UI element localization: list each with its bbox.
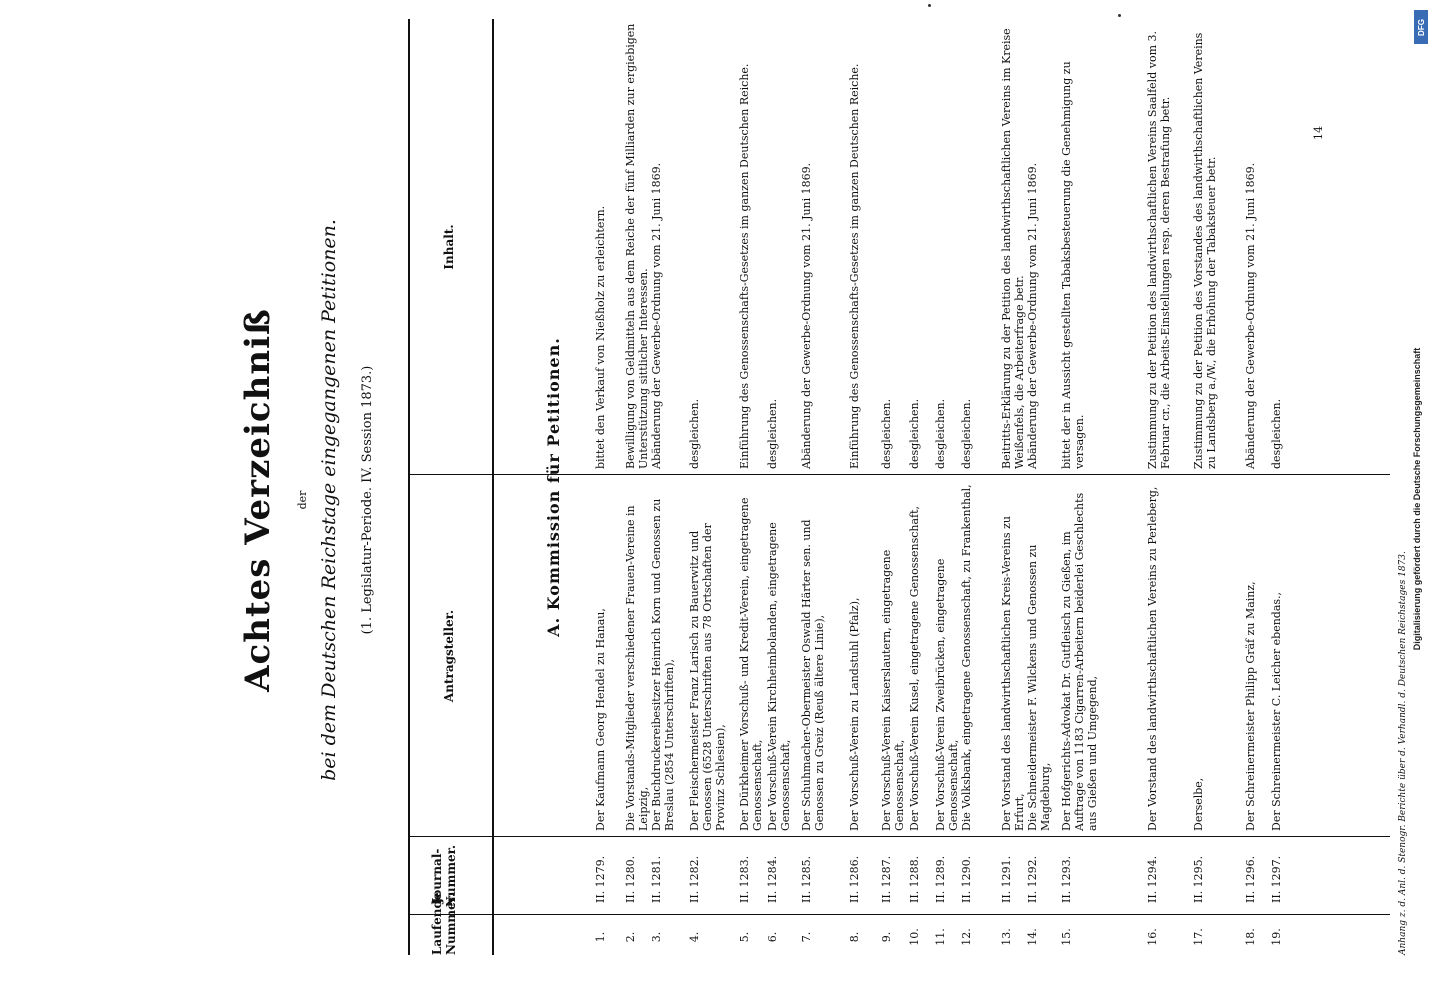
row-journal-number: II. 1296. — [1244, 855, 1257, 903]
row-inhalt: desgleichen. — [908, 398, 921, 469]
row-number: 6. — [766, 931, 779, 943]
row-inhalt: desgleichen. — [688, 398, 701, 469]
row-journal-number: II. 1283. — [738, 855, 751, 903]
row-inhalt: bittet den Verkauf von Nießholz zu erleichtern. — [594, 205, 607, 469]
row-number: 4. — [688, 931, 701, 943]
row-antragsteller: Der Vorstand des landwirthschaftlichen Vereins zu Perleberg, — [1146, 486, 1159, 831]
scan-speck — [1118, 14, 1121, 17]
row-journal-number: II. 1282. — [688, 855, 701, 903]
row-number: 12. — [960, 928, 973, 946]
row-journal-number: II. 1290. — [960, 855, 973, 903]
row-journal-number: II. 1292. — [1026, 855, 1039, 903]
section-title: A. Kommission für Petitionen. — [544, 337, 563, 637]
row-inhalt: Abänderung der Gewerbe-Ordnung vom 21. Juni 1869. — [650, 162, 663, 469]
row-number: 1. — [594, 931, 607, 943]
row-journal-number: II. 1294. — [1146, 855, 1159, 903]
page-footer: Anhang z. d. Anl. d. Stenogr. Berichte über d. Verhandl. d. Deutschen Reichstages 1873. — [1398, 551, 1408, 955]
row-inhalt: Abänderung der Gewerbe-Ordnung vom 21. Juni 1869. — [1244, 162, 1257, 469]
row-antragsteller: Der Vorschuß-Verein Zweibrücken, eingetragene Genossenschaft, — [934, 558, 960, 831]
row-antragsteller: Die Vorstands-Mitglieder verschiedener Frauen-Vereine in Leipzig, — [624, 505, 650, 831]
row-journal-number: II. 1287. — [880, 855, 893, 903]
row-antragsteller: Der Vorschuß-Verein Kirchheimbolanden, eingetragene Genossenschaft, — [766, 522, 792, 831]
row-antragsteller: Der Kaufmann Georg Hendel zu Hanau, — [594, 608, 607, 831]
table-top-rule — [408, 19, 410, 955]
row-inhalt: bittet der in Aussicht gestellten Tabaksbesteuerung die Genehmigung zu versagen. — [1060, 61, 1086, 469]
row-inhalt: Zustimmung zu der Petition des landwirthschaftlichen Vereins Saalfeld vom 3. Februar cr., die Arbeits-Einstellungen resp. deren Bestrafung betr. — [1146, 31, 1172, 469]
row-number: 3. — [650, 931, 663, 943]
row-number: 11. — [934, 928, 947, 946]
row-inhalt: desgleichen. — [934, 398, 947, 469]
row-number: 18. — [1244, 928, 1257, 946]
row-journal-number: II. 1285. — [800, 855, 813, 903]
row-antragsteller: Die Volksbank, eingetragene Genossenschaft, zu Frankenthal, — [960, 484, 973, 831]
document-session: (1. Legislatur-Periode. IV. Session 1873.) — [360, 365, 375, 635]
header-laufende: Laufende Nummer. — [430, 892, 458, 955]
row-journal-number: II. 1284. — [766, 855, 779, 903]
row-journal-number: II. 1291. — [1000, 855, 1013, 903]
row-antragsteller: Die Schneidermeister F. Wilckens und Genossen zu Magdeburg, — [1026, 544, 1052, 831]
row-inhalt: Einführung des Genossenschafts-Gesetzes im ganzen Deutschen Reiche. — [738, 63, 751, 469]
row-number: 15. — [1060, 928, 1073, 946]
row-journal-number: II. 1286. — [848, 855, 861, 903]
row-antragsteller: Der Schreinermeister Philipp Gräf zu Mainz, — [1244, 581, 1257, 831]
row-inhalt: Einführung des Genossenschafts-Gesetzes im ganzen Deutschen Reiche. — [848, 63, 861, 469]
row-journal-number: II. 1293. — [1060, 855, 1073, 903]
row-number: 8. — [848, 931, 861, 943]
row-journal-number: II. 1280. — [624, 855, 637, 903]
page-number: 14 — [1312, 126, 1325, 140]
document-title: Achtes Verzeichniß — [238, 308, 278, 692]
document-der: der — [296, 490, 309, 510]
row-number: 10. — [908, 928, 921, 946]
row-number: 5. — [738, 931, 751, 943]
row-journal-number: II. 1281. — [650, 855, 663, 903]
row-antragsteller: Der Schreinermeister C. Leicher ebendas., — [1270, 591, 1283, 831]
row-antragsteller: Der Fleischermeister Franz Larisch zu Bauerwitz und Genossen (6528 Unterschriften aus 78 Ortschaften der Provinz Schlesien), — [688, 523, 727, 831]
row-inhalt: desgleichen. — [880, 398, 893, 469]
row-inhalt: desgleichen. — [766, 398, 779, 469]
row-inhalt: Bewilligung von Geldmitteln aus dem Reiche der fünf Milliarden zur ergiebigen Unterstützung sittlicher Interessen. — [624, 23, 650, 469]
scan-speck — [928, 4, 931, 7]
dfg-logo-text: DFG — [1416, 18, 1426, 36]
row-number: 19. — [1270, 928, 1283, 946]
dfg-watermark — [1404, 4, 1430, 994]
row-number: 14. — [1026, 928, 1039, 946]
row-number: 17. — [1192, 928, 1205, 946]
row-number: 16. — [1146, 928, 1159, 946]
row-journal-number: II. 1289. — [934, 855, 947, 903]
header-inhalt: Inhalt. — [442, 224, 456, 270]
row-antragsteller: Der Vorschuß-Verein Kaiserslautern, eingetragene Genossenschaft, — [880, 549, 906, 831]
table-header-rule — [492, 19, 494, 955]
row-number: 9. — [880, 931, 893, 943]
row-inhalt: Zustimmung zu der Petition des Vorstandes des landwirthschaftlichen Vereins zu Landsberg a./W., die Erhöhung der Tabaksteuer betr. — [1192, 32, 1218, 469]
row-antragsteller: Der Buchdruckereibesitzer Heinrich Korn und Genossen zu Breslau (2854 Unterschriften), — [650, 498, 676, 831]
row-number: 2. — [624, 931, 637, 943]
row-antragsteller: Der Vorschuß-Verein Kusel, eingetragene Genossenschaft, — [908, 505, 921, 831]
row-inhalt: desgleichen. — [1270, 398, 1283, 469]
row-journal-number: II. 1279. — [594, 855, 607, 903]
row-antragsteller: Der Hofgerichts-Advokat Dr. Gutfleisch zu Gießen, im Auftrage von 1183 Cigarren-Arbeitern beiderlei Geschlechts aus Gießen und Umgegend, — [1060, 492, 1099, 831]
row-inhalt: Beitritts-Erklärung zu der Petition des landwirthschaftlichen Vereins im Kreise Weißenfels, die Arbeiterfrage betr. — [1000, 28, 1026, 469]
row-number: 13. — [1000, 928, 1013, 946]
row-antragsteller: Der Dürkheimer Vorschuß- und Kredit-Verein, eingetragene Genossenschaft, — [738, 497, 764, 831]
header-antragsteller: Antragsteller. — [442, 609, 456, 703]
row-journal-number: II. 1288. — [908, 855, 921, 903]
petitions-table — [408, 19, 1390, 955]
row-antragsteller: Der Schuhmacher-Obermeister Oswald Härter sen. und Genossen zu Greiz (Reuß ältere Linie), — [800, 519, 826, 831]
row-antragsteller: Derselbe, — [1192, 777, 1205, 831]
row-inhalt: desgleichen. — [960, 398, 973, 469]
row-antragsteller: Der Vorstand des landwirthschaftlichen Kreis-Vereins zu Erfurt, — [1000, 516, 1026, 831]
dfg-watermark-text: Digitalisierung gefördert durch die Deutsche Forschungsgemeinschaft — [1412, 347, 1422, 651]
row-antragsteller: Der Vorschuß-Verein zu Landstuhl (Pfalz), — [848, 597, 861, 831]
row-journal-number: II. 1295. — [1192, 855, 1205, 903]
row-number: 7. — [800, 931, 813, 943]
header-journal: Journal-Nummer. — [430, 844, 458, 908]
row-journal-number: II. 1297. — [1270, 855, 1283, 903]
row-inhalt: Abänderung der Gewerbe-Ordnung vom 21. Juni 1869. — [1026, 162, 1039, 469]
row-inhalt: Abänderung der Gewerbe-Ordnung vom 21. Juni 1869. — [800, 162, 813, 469]
document-subtitle: bei dem Deutschen Reichstage eingegangenen Petitionen. — [318, 219, 340, 781]
